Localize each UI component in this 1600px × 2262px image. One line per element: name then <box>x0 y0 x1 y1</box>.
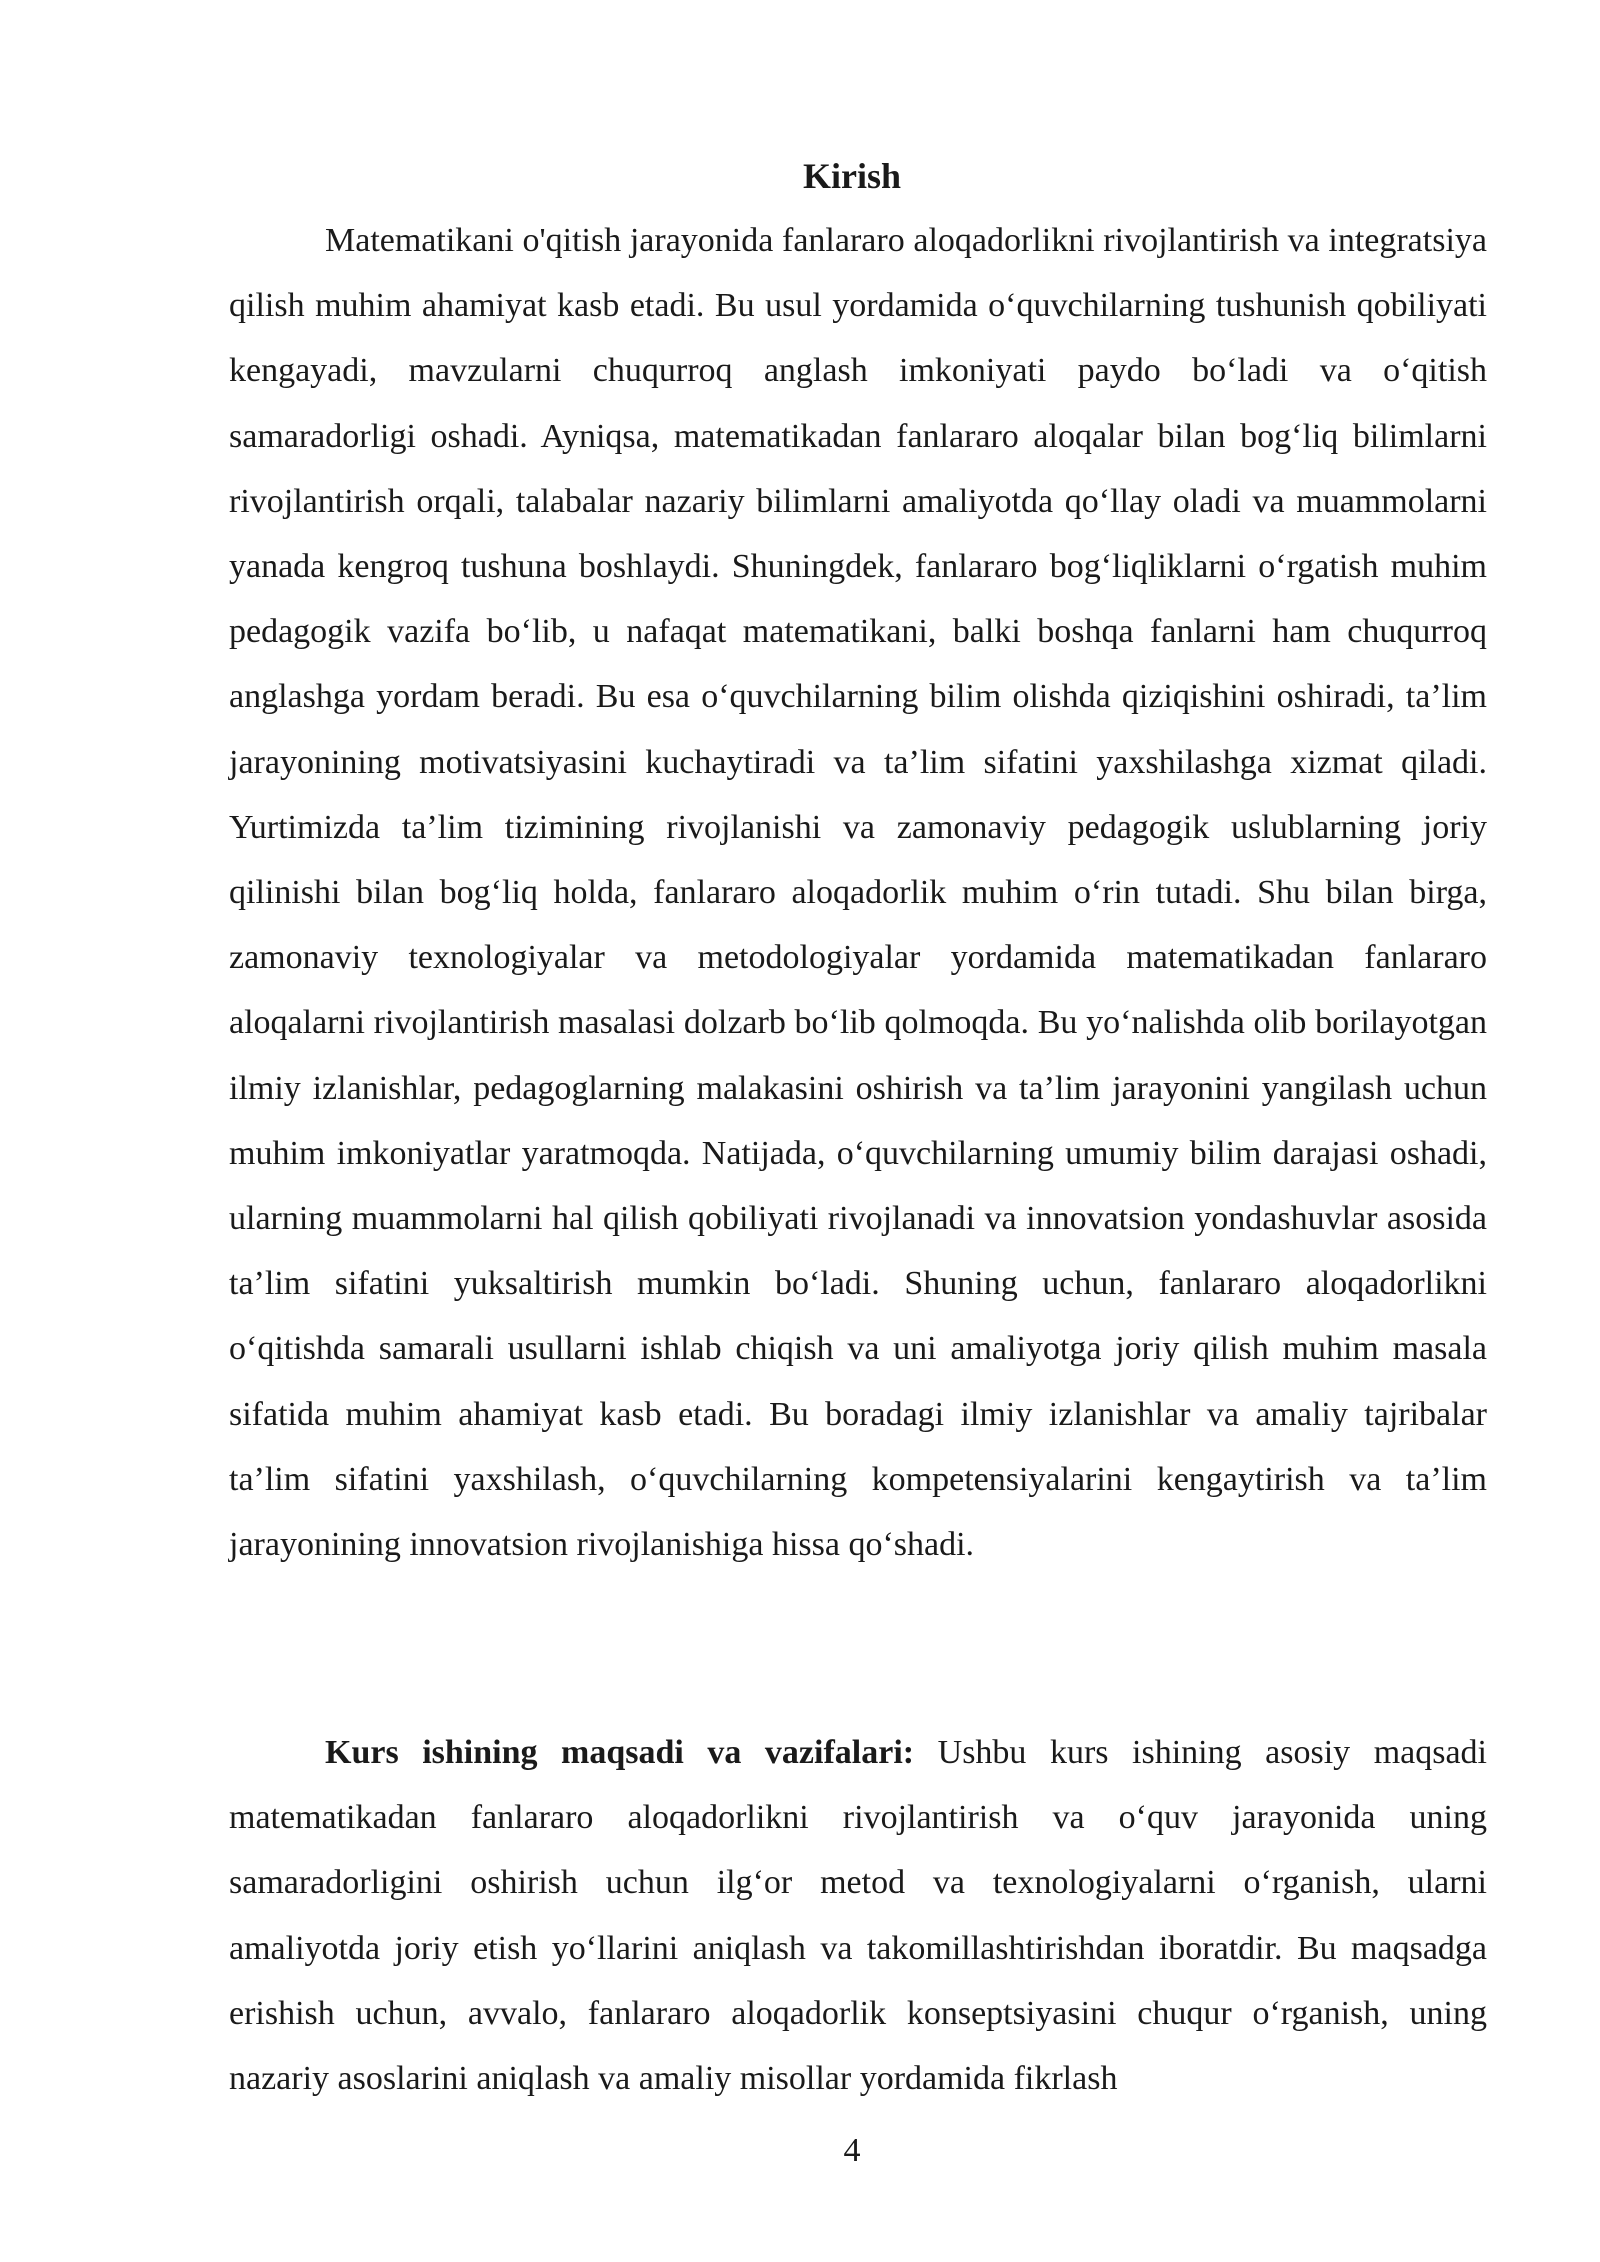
goal-text: Ushbu kurs ishining asosiy maqsadi matematikadan fanlararo aloqadorlikni rivojlantirish va o‘quv jarayonida uning samaradorligini oshirish uchun ilg‘or metod va texnologiyalarni o‘rganish, ularni amaliyotda joriy etish yo‘llarini aniqlash va takomillashtirishdan iboratdir. Bu maqsadga erishish uchun, avvalo, fanlararo aloqadorlik konseptsiyasini chuqur o‘rganish, uning nazariy asoslarini aniqlash va amaliy misollar yordamida fikrlash <box>229 1734 1487 2098</box>
intro-paragraph: Matematikani o'qitish jarayonida fanlararo aloqadorlikni rivojlantirish va integratsiya qilish muhim ahamiyat kasb etadi. Bu usul yordamida o‘quvchilarning tushunish qobiliyati kengayadi, mavzularni chuqurroq anglash imkoniyati paydo bo‘ladi va o‘qitish samaradorligi oshadi. Ayniqsa, matematikadan fanlararo aloqalar bilan bog‘liq bilimlarni rivojlantirish orqali, talabalar nazariy bilimlarni amaliyotda qo‘llay oladi va muammolarni yanada kengroq tushuna boshlaydi. Shuningdek, fanlararo bog‘liqliklarni o‘rgatish muhim pedagogik vazifa bo‘lib, u nafaqat matematikani, balki boshqa fanlarni ham chuqurroq anglashga yordam beradi. Bu esa o‘quvchilarning bilim olishda qiziqishini oshiradi, ta’lim jarayonining motivatsiyasini kuchaytiradi va ta’lim sifatini yaxshilashga xizmat qiladi. Yurtimizda ta’lim tizimining rivojlanishi va zamonaviy pedagogik uslublarning joriy qilinishi bilan bog‘liq holda, fanlararo aloqadorlik muhim o‘rin tutadi. Shu bilan birga, zamonaviy texnologiyalar va metodologiyalar yordamida matematikadan fanlararo aloqalarni rivojlantirish masalasi dolzarb bo‘lib qolmoqda. Bu yo‘nalishda olib borilayotgan ilmiy izlanishlar, pedagoglarning malakasini oshirish va ta’lim jarayonini yangilash uchun muhim imkoniyatlar yaratmoqda. Natijada, o‘quvchilarning umumiy bilim darajasi oshadi, ularning muammolarni hal qilish qobiliyati rivojlanadi va innovatsion yondashuvlar asosida ta’lim sifatini yuksaltirish mumkin bo‘ladi. Shuning uchun, fanlararo aloqadorlikni o‘qitishda samarali usullarni ishlab chiqish va uni amaliyotga joriy qilish muhim masala sifatida muhim ahamiyat kasb etadi. Bu boradagi ilmiy izlanishlar va amaliy tajribalar ta’lim sifatini yaxshilash, o‘quvchilarning kompetensiyalarini kengaytirish va ta’lim jarayonining innovatsion rivojlanishiga hissa qo‘shadi. <box>229 222 1487 1564</box>
goal-label: Kurs ishining maqsadi va vazifalari: <box>325 1734 915 1771</box>
section-heading: Kirish <box>802 156 901 196</box>
page-number: 4 <box>843 2132 861 2169</box>
goal-paragraph <box>229 1720 1487 2111</box>
